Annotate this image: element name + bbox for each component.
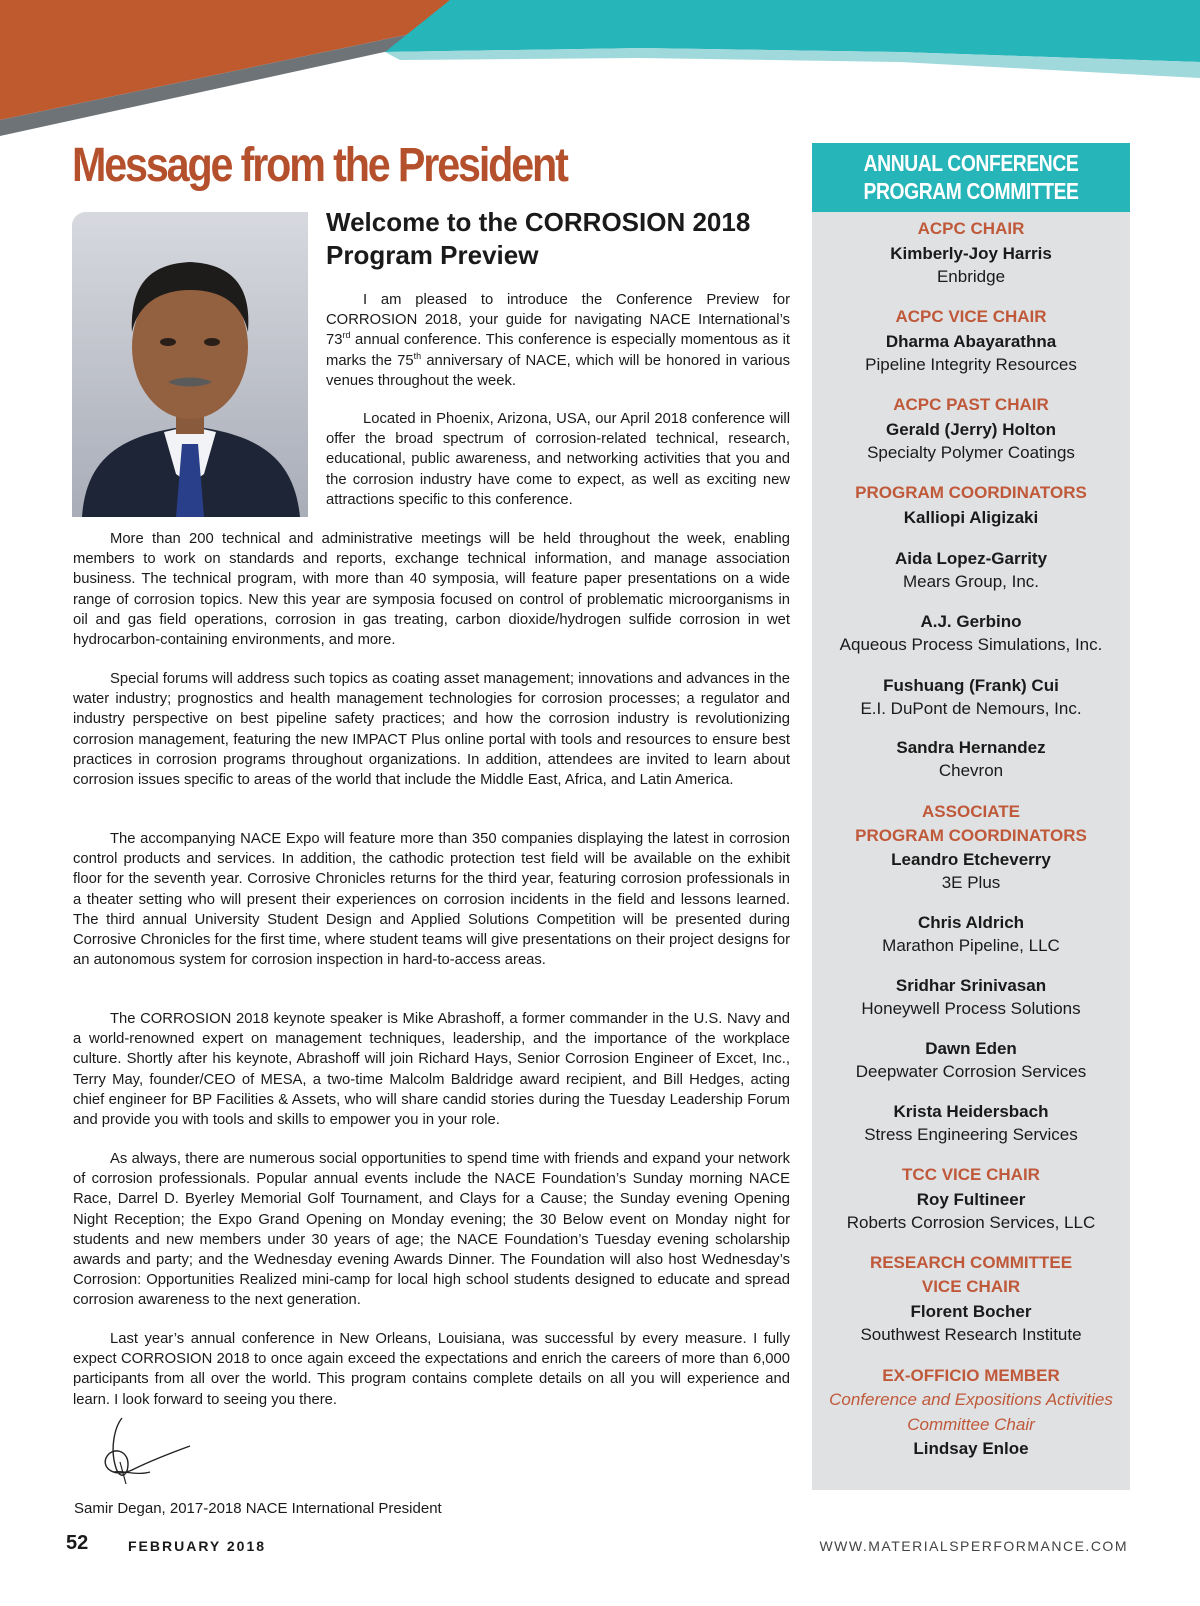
ordinal-superscript: th bbox=[413, 350, 422, 361]
paragraph-keynote: The CORROSION 2018 keynote speaker is Mike Abrashoff, a former commander in the U.S. Navy and a world-renowned expert on management techniques, leadership, and the importance of the workplace culture. Shortly after his keynote, Abrashoff will join Richard Hays, Senior Corrosion Engineer of Excet, Inc., Terry May, founder/CEO of MESA, a two-time Malcolm Baldridge award recipient, and Bill Hedges, acting chief engineer for BP Facilities & Assets, who will share candid stories during the Tuesday Leadership Forum and provide you with tools and skills to empower you in your role. bbox=[73, 1011, 790, 1129]
role-program-coordinators: PROGRAM COORDINATORS bbox=[855, 483, 1087, 502]
paragraph-closing: Last year’s annual conference in New Orleans, Louisiana, was successful by every measure. I fully expect CORROSION 2018 to once again exceed the expectations and enrich the careers of more than 6,000 participants from all over the world. This program contains complete details on all you will experience and learn. I look forward to seeing you there. bbox=[73, 1331, 790, 1408]
article-subtitle: Welcome to the CORROSION 2018 Program Preview bbox=[326, 207, 751, 270]
sidebar-heading: ANNUAL CONFERENCE PROGRAM COMMITTEE bbox=[863, 150, 1079, 204]
paragraph-intro-part: anniversary of NACE, which will be honored in various venues throughout the week. bbox=[326, 352, 791, 389]
member-name: Dawn Eden bbox=[925, 1039, 1017, 1058]
member-name: Sandra Hernandez bbox=[896, 738, 1046, 757]
role-ex-officio: EX-OFFICIO MEMBER bbox=[882, 1366, 1060, 1385]
handwritten-signature bbox=[92, 1410, 212, 1490]
member-org: 3E Plus bbox=[941, 873, 1001, 892]
paragraph-social: As always, there are numerous social opportunities to spend time with friends and expand your network of corrosion professionals. Popular annual events include the NACE Foundation’s Sunday morning NACE Race, Darrel D. Byerley Memorial Golf Tournament, and Clays for a Cause; the Sunday evening Opening Night Reception; the Expo Grand Opening on Monday evening; the 30 Below event on Monday night for students and new members under 30 years of age; the NACE Foundation’s Tuesday evening scholarship awards and party; and the Wednesday evening Awards Dinner. The Foundation will also host Wednesday’s Corrosion: Opportunities Realized mini-camp for local high school students designed to educate and spread corrosion awareness to the next generation. bbox=[73, 1151, 790, 1309]
paragraph-location: Located in Phoenix, Arizona, USA, our April 2018 conference will offer the broad spectrum of corrosion-related technical, research, educational, public awareness, and networking activities that you and the corrosion industry have come to expect, as well as exciting new attractions specific to this conference. bbox=[326, 411, 790, 508]
role-acpc-chair: ACPC CHAIR bbox=[917, 219, 1025, 238]
member-org: Marathon Pipeline, LLC bbox=[882, 936, 1060, 955]
role-acpc-past-chair: ACPC PAST CHAIR bbox=[893, 395, 1049, 414]
ex-officio-title: Conference and Expositions Activities bbox=[829, 1390, 1113, 1409]
member-org: E.I. DuPont de Nemours, Inc. bbox=[860, 699, 1082, 718]
role-research-vice-chair: VICE CHAIR bbox=[921, 1277, 1021, 1296]
paragraph-expo: The accompanying NACE Expo will feature more than 350 companies displaying the latest in corrosion control products and services. In addition, the cathodic protection test field will be available on the exhibit floor for the seventh year. Corrosive Chronicles returns for the third year, featuring corrosion professionals in a theater setting who will present their experiences on corrosion incidents in the field and lessons learned. The third annual University Student Design and Applied Solutions Competition will be presented during Corrosive Chronicles for the first time, where student teams will give presentations on their project designs for an autonomous system for corrosion inspection in hard-to-access areas. bbox=[73, 831, 790, 969]
member-name: Fushuang (Frank) Cui bbox=[883, 676, 1059, 695]
member-org: Enbridge bbox=[936, 267, 1006, 286]
website-url: WWW.MATERIALSPERFORMANCE.COM bbox=[819, 1538, 1128, 1554]
role-associate: ASSOCIATE bbox=[922, 802, 1020, 821]
member-name: Kimberly-Joy Harris bbox=[890, 244, 1052, 263]
role-tcc-vice-chair: TCC VICE CHAIR bbox=[902, 1165, 1040, 1184]
paragraph-intro-part: annual conference. This conference is especially momentous as it marks the 75 bbox=[326, 332, 790, 369]
member-name: Aida Lopez-Garrity bbox=[894, 549, 1048, 568]
member-name: Gerald (Jerry) Holton bbox=[885, 420, 1057, 439]
banner-orange-band bbox=[0, 0, 450, 120]
member-org: Pipeline Integrity Resources bbox=[865, 355, 1077, 374]
member-org: Roberts Corrosion Services, LLC bbox=[846, 1213, 1096, 1232]
member-name: A.J. Gerbino bbox=[920, 612, 1022, 631]
member-org: Stress Engineering Services bbox=[864, 1125, 1078, 1144]
committee-sidebar bbox=[812, 143, 1130, 1490]
member-org: Specialty Polymer Coatings bbox=[867, 443, 1075, 462]
member-name: Sridhar Srinivasan bbox=[895, 976, 1047, 995]
paragraph-meetings: More than 200 technical and administrative meetings will be held throughout the week, enabling members to work on standards and reports, exchange technical information, and manage association business. The technical program, with more than 40 symposia, will feature paper presentations on a wide range of corrosion topics. New this year are symposia focused on control of problematic microorganisms in oil and gas field operations, corrosion in gas treating, carbon dioxide/hydrogen sulfide corrosion in wet hydrocarbon-containing environments, and more. bbox=[73, 531, 790, 649]
member-name: Chris Aldrich bbox=[917, 913, 1025, 932]
portrait-photo bbox=[72, 212, 308, 517]
portrait-illustration bbox=[72, 212, 308, 517]
header-banner bbox=[0, 0, 1200, 140]
member-name: Lindsay Enloe bbox=[913, 1439, 1029, 1458]
member-name: Dharma Abayarathna bbox=[885, 332, 1057, 351]
member-org: Mears Group, Inc. bbox=[902, 572, 1040, 591]
issue-date: FEBRUARY 2018 bbox=[128, 1538, 267, 1554]
role-acpc-vice-chair: ACPC VICE CHAIR bbox=[895, 307, 1047, 326]
member-name: Roy Fultineer bbox=[916, 1190, 1026, 1209]
member-name: Krista Heidersbach bbox=[893, 1102, 1049, 1121]
page-title: Message from the President bbox=[72, 139, 567, 192]
member-name: Leandro Etcheverry bbox=[891, 850, 1051, 869]
role-research-committee: RESEARCH COMMITTEE bbox=[869, 1253, 1073, 1272]
role-associate-line2: PROGRAM COORDINATORS bbox=[855, 826, 1087, 845]
paragraph-intro-part: I am pleased to introduce the Conference Preview for CORROSION 2018, your guide for navigating NACE International’s 73 bbox=[326, 292, 790, 349]
member-name: Kalliopi Aligizaki bbox=[903, 508, 1039, 527]
paragraph-forums: Special forums will address such topics as coating asset management; innovations and advances in the water industry; prognostics and health management technologies for corrosion processes; a regulator and industry perspective on best pipeline safety practices; and how the corrosion industry is revolutionizing corrosion management, featuring the new IMPACT Plus online portal with tools and resources to ensure best practices in corrosion programs throughout organizations. In addition, attendees are invited to learn about corrosion issues specific to areas of the world that include the Middle East, Africa, and Latin America. bbox=[73, 671, 790, 789]
ex-officio-title-line2: Committee Chair bbox=[907, 1415, 1035, 1434]
ordinal-superscript: rd bbox=[342, 330, 351, 341]
sidebar-header bbox=[812, 143, 1130, 212]
member-name: Florent Bocher bbox=[910, 1302, 1032, 1321]
member-org: Honeywell Process Solutions bbox=[861, 999, 1081, 1018]
member-org: Aqueous Process Simulations, Inc. bbox=[839, 635, 1103, 654]
member-org: Deepwater Corrosion Services bbox=[855, 1062, 1087, 1081]
member-org: Chevron bbox=[938, 761, 1004, 780]
page-number: 52 bbox=[66, 1532, 89, 1554]
signature-name-line: Samir Degan, 2017-2018 NACE International President bbox=[74, 1500, 442, 1517]
member-org: Southwest Research Institute bbox=[860, 1325, 1082, 1344]
paragraph-intro bbox=[326, 290, 790, 391]
